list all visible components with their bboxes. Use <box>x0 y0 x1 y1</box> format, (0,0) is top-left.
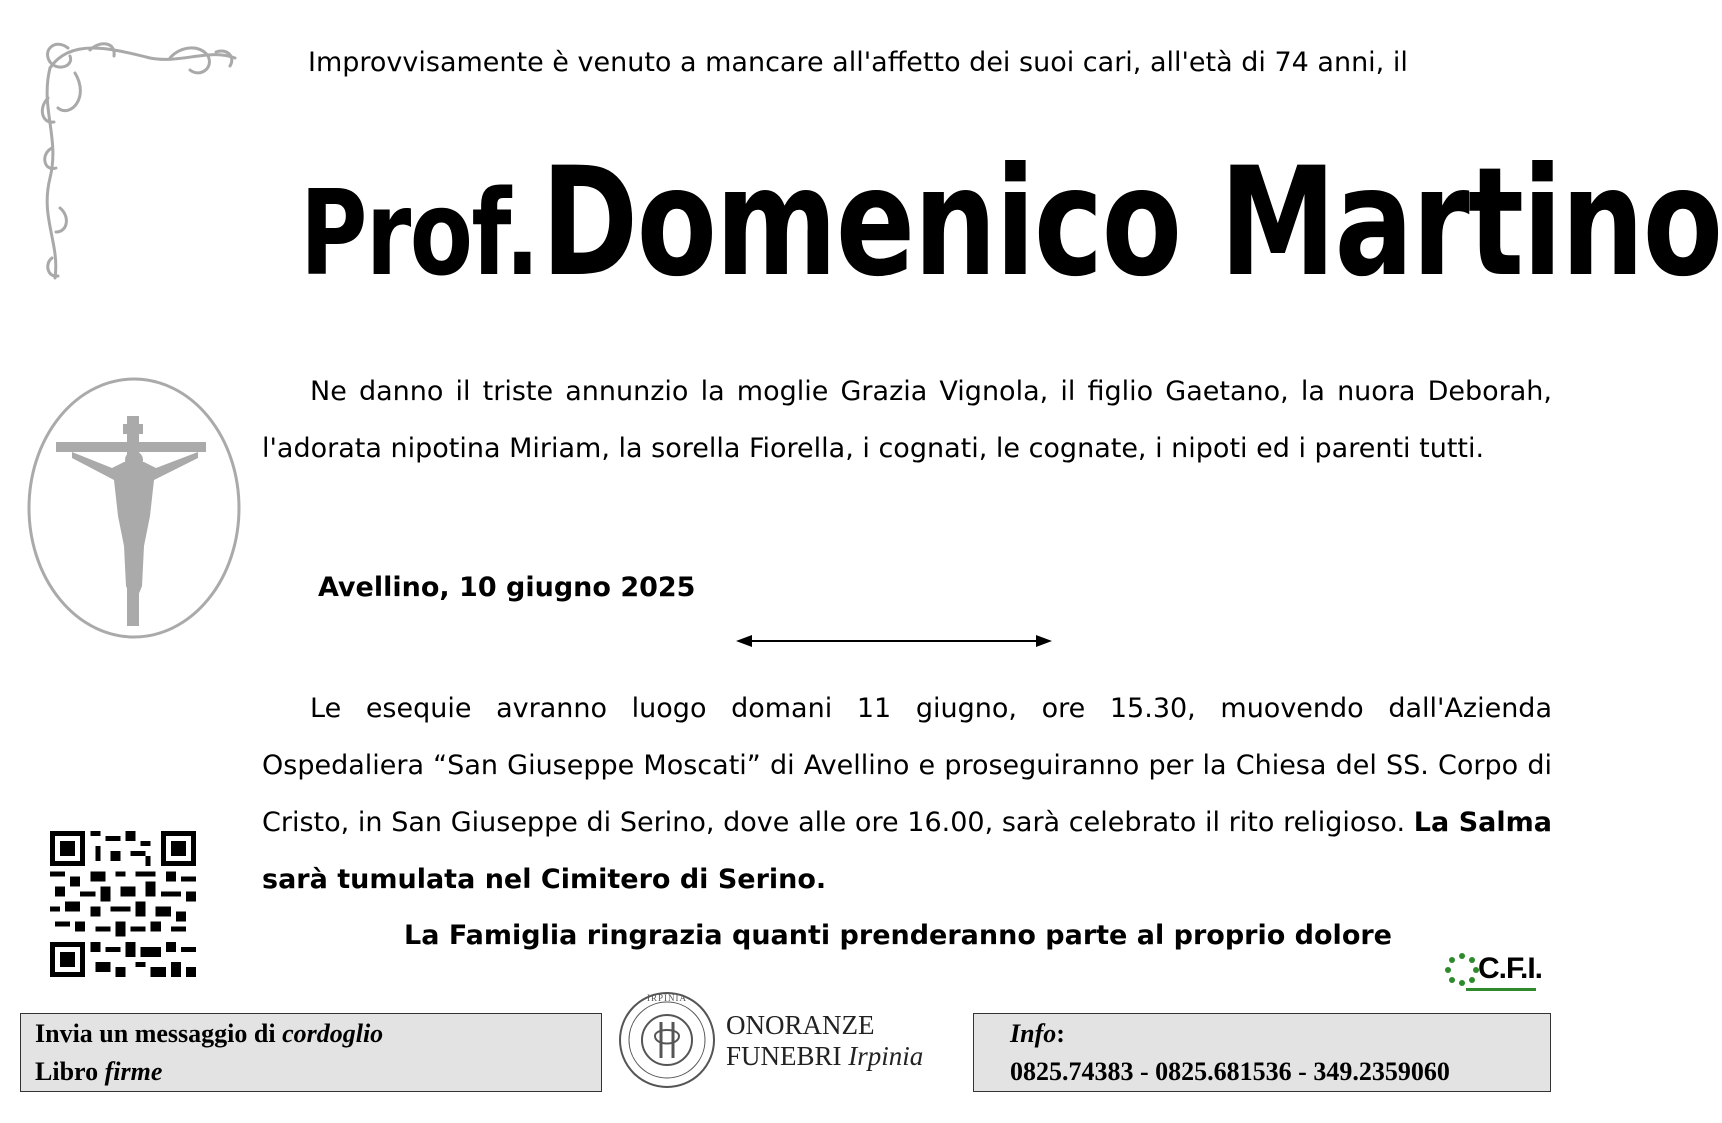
announcement-paragraph: Ne danno il triste annunzio la moglie Grazia Vignola, il figlio Gaetano, la nuora Deborah, l'adorata nipotina Miriam, la sorella Fiorella, i cognati, le cognate, i nipoti ed i parenti tutti. <box>262 376 1552 464</box>
funeral-home-seal-icon <box>617 990 717 1090</box>
burial-notice: La Salma sarà tumulata nel Cimitero di Serino. <box>262 807 1552 895</box>
intro-text: Improvvisamente è venuto a mancare all'affetto dei suoi cari, all'età di 74 anni, il <box>308 47 1408 78</box>
brand-line2-wrap <box>726 1041 923 1072</box>
cfi-logo-icon <box>1442 952 1482 986</box>
funeral-home-name <box>726 1010 923 1072</box>
funeral-paragraph <box>262 680 1552 908</box>
funeral-details: Le esequie avranno luogo domani 11 giugno, ore 15.30, muovendo dall'Azienda Ospedaliera “San Giuseppe Moscati” di Avellino e proseguiranno per la Chiesa del SS. Corpo di Cristo, in San Giuseppe di Serino, dove alle ore 16.00, sarà celebrato il rito religioso. <box>262 693 1552 838</box>
condolence-prefix: Invia un messaggio di <box>35 1019 276 1048</box>
double-arrow-divider-icon <box>736 632 1052 650</box>
deceased-full-name: Domenico Martino <box>541 136 1722 310</box>
condolence-italic: cordoglio <box>282 1019 384 1048</box>
brand-line2-italic: Irpinia <box>848 1041 924 1071</box>
condolence-link[interactable] <box>35 1015 587 1053</box>
info-colon: : <box>1056 1019 1065 1048</box>
footer-condolence-box <box>20 1013 602 1092</box>
ornament-flourish-icon <box>30 28 245 288</box>
thanks-line: La Famiglia ringrazia quanti prenderanno parte al proprio dolore <box>404 920 1392 951</box>
qr-code-icon[interactable] <box>50 831 196 977</box>
info-label: Info <box>1010 1019 1057 1048</box>
crucifix-icon <box>26 376 242 640</box>
cfi-underline <box>1466 988 1536 991</box>
brand-line1: ONORANZE <box>726 1010 875 1040</box>
cfi-logo-text: C.F.I. <box>1478 952 1543 985</box>
guestbook-prefix: Libro <box>35 1057 99 1086</box>
deceased-name <box>300 128 1722 318</box>
guestbook-link[interactable] <box>35 1053 587 1091</box>
footer-info-box <box>973 1013 1551 1092</box>
brand-line2: FUNEBRI <box>726 1041 842 1071</box>
guestbook-italic: firme <box>104 1057 163 1086</box>
info-label-wrap <box>1010 1015 1514 1053</box>
seal-label: IRPINIA <box>647 993 687 1003</box>
place-date: Avellino, 10 giugno 2025 <box>318 572 696 603</box>
deceased-title: Prof. <box>300 164 539 302</box>
phone-numbers[interactable]: 0825.74383 - 0825.681536 - 349.2359060 <box>1010 1057 1450 1086</box>
